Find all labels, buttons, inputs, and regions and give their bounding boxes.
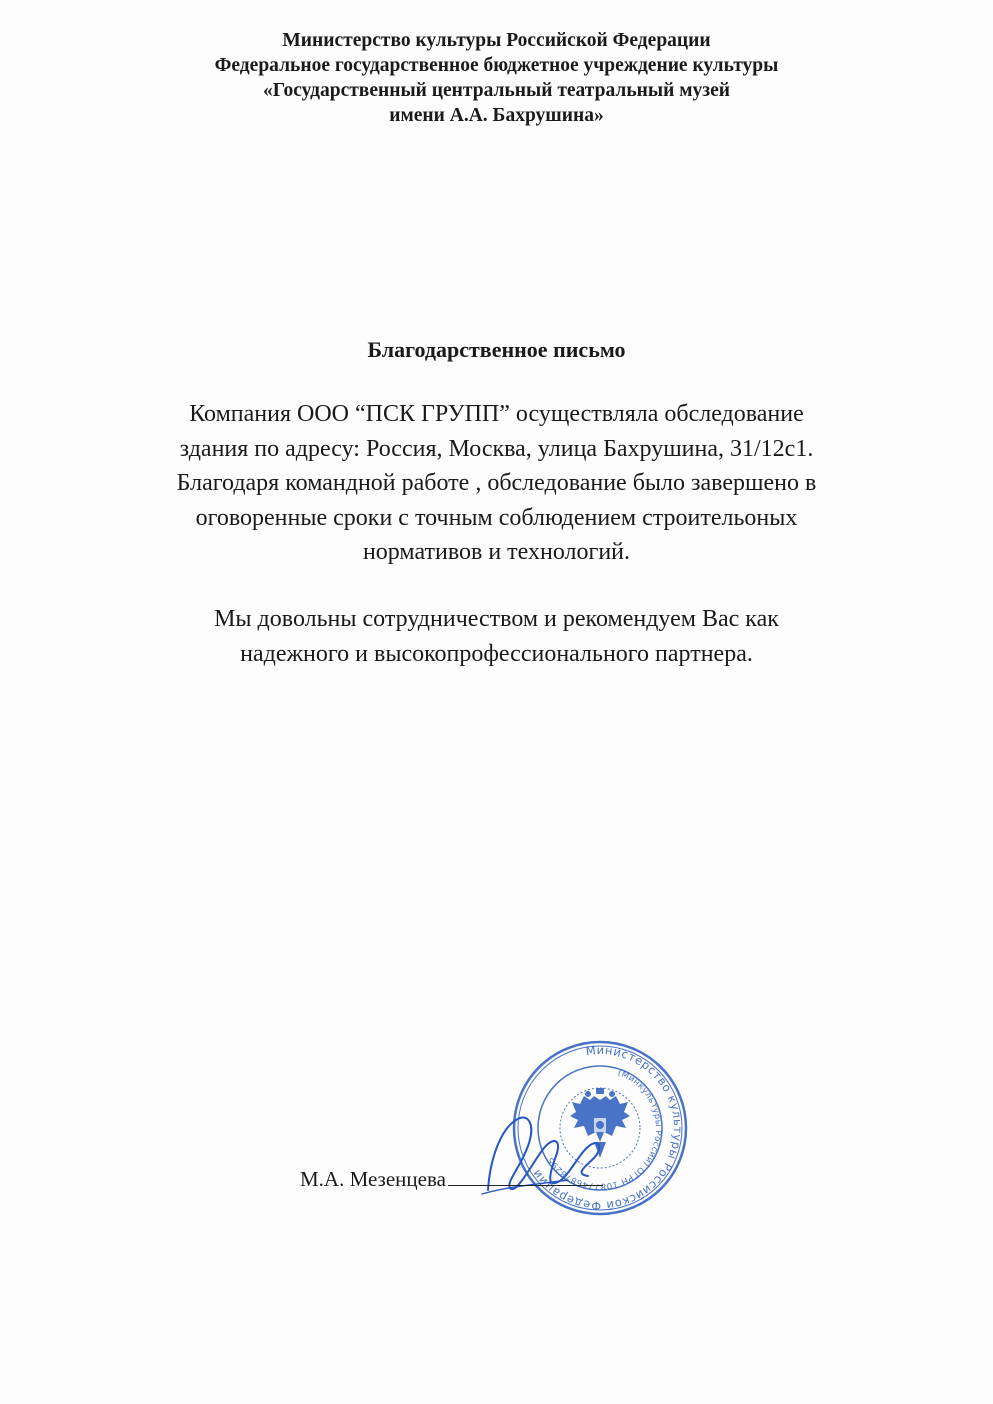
paragraph-line: Компания ООО “ПСК ГРУПП” осуществляла обследование — [189, 401, 804, 427]
letter-title: Благодарственное письмо — [367, 337, 626, 362]
letter-paragraph-2 — [80, 602, 913, 671]
paragraph-line: надежного и высокопрофессионального партнера. — [240, 640, 753, 667]
letter-paragraph-1 — [80, 397, 913, 570]
letterhead-ministry: Министерство культуры Российской Федерации — [282, 30, 711, 51]
letterhead — [0, 28, 993, 128]
seal-inner-text: (Минкультуры России) — [616, 1068, 664, 1169]
paragraph-line: Мы довольны сотрудничеством и рекомендуем Вас как — [214, 606, 779, 632]
handwritten-signature — [470, 1090, 610, 1210]
paragraph-line: здания по адресу: Россия, Москва, улица Бахрушина, 31/12с1. — [179, 435, 814, 462]
paragraph-line: Благодаря командной работе , обследование было завершено в — [176, 470, 817, 496]
letterhead-institution-type: Федеральное государственное бюджетное учреждение культуры — [214, 55, 779, 76]
seal-ogrn-text: ОГРН 1087746878295 — [545, 1154, 646, 1192]
signature-block — [300, 1166, 603, 1192]
paragraph-line: нормативов и технологий. — [362, 539, 631, 565]
signature-line — [448, 1167, 603, 1186]
letterhead-museum-name: «Государственный центральный театральный музей — [263, 80, 730, 101]
seal-outer-text: Министерство культуры Российской Федерации — [529, 1042, 686, 1214]
signatory-name: М.А. Мезенцева — [300, 1167, 446, 1191]
paragraph-line: оговоренные сроки с точным соблюдением строительоных — [195, 504, 798, 531]
letterhead-museum-name-cont: имени А.А. Бахрушина» — [389, 105, 604, 126]
